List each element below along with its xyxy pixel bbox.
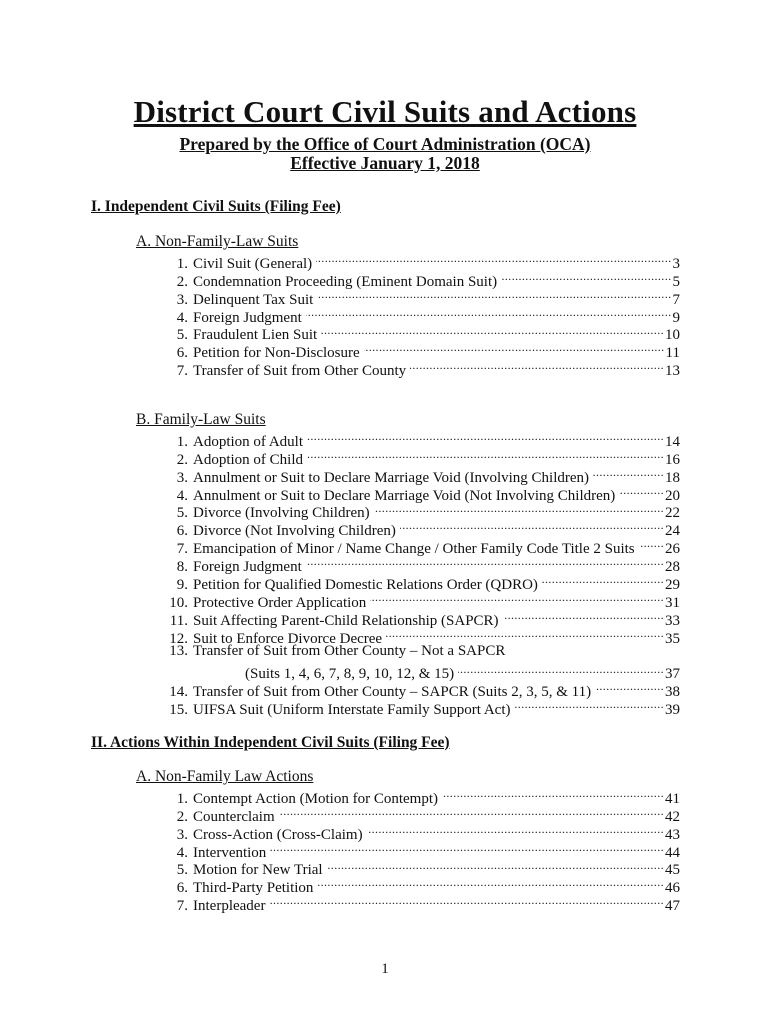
toc-list-non-family-law-actions [160,785,680,915]
toc-entry-page: 47 [665,898,680,915]
toc-dot-leader [306,553,664,571]
toc-entry-number: 1. [176,790,188,807]
toc-entry[interactable] [160,785,680,807]
toc-entry-page: 41 [665,790,680,807]
toc-dot-leader [316,250,671,268]
toc-entry-number: 9. [176,577,188,594]
toc-entry-label: Transfer of Suit from Other County [193,363,407,380]
toc-entry-page: 38 [665,684,680,701]
toc-dot-leader [307,428,664,446]
toc-entry-number: 5. [176,862,188,879]
toc-entry-page: 5 [672,273,680,290]
toc-entry-label: Condemnation Proceeding (Eminent Domain Suit) [193,273,498,290]
toc-entry-number: 3. [176,469,188,486]
toc-entry-number: 2. [176,808,188,825]
toc-entry-page: 33 [665,612,680,629]
toc-dot-leader [269,892,664,910]
toc-entry-label: Third-Party Petition [193,880,314,897]
toc-entry-label: Transfer of Suit from Other County – Not a SAPCR [193,642,506,659]
toc-entry-label: Adoption of Child [193,451,304,468]
toc-entry-number: 2. [176,273,188,290]
toc-entry-page: 37 [665,666,680,683]
toc-entry-page: 45 [665,862,680,879]
toc-dot-leader [458,661,664,679]
toc-entry-page: 16 [665,451,680,468]
toc-entry-number: 4. [176,309,188,326]
toc-entry-number: 7. [176,541,188,558]
toc-entry-page: 11 [665,345,680,362]
toc-list-non-family-law-suits [160,250,680,380]
toc-entry-label: Divorce (Involving Children) [193,505,370,522]
toc-entry[interactable] [160,428,680,450]
toc-dot-leader [374,500,664,518]
toc-entry-page: 18 [665,469,680,486]
toc-dot-leader [410,357,664,375]
toc-dot-leader [279,803,664,821]
toc-entry-label: Intervention [193,844,267,861]
toc-entry-label: Suit Affecting Parent-Child Relationship (SAPCR) [193,612,499,629]
toc-entry-label: UIFSA Suit (Uniform Interstate Family Support Act) [193,702,511,719]
group-heading-family-law-suits: B. Family-Law Suits [136,411,266,428]
toc-entry-label: Petition for Qualified Domestic Relations Order (QDRO) [193,577,538,594]
toc-dot-leader [386,625,664,643]
toc-entry-number: 2. [176,451,188,468]
toc-entry-number: 12. [169,630,188,647]
toc-dot-leader [321,322,664,340]
document-subtitle: Prepared by the Office of Court Administration (OCA) [179,134,591,154]
document-title: District Court Civil Suits and Actions [133,94,637,129]
toc-entry-number: 7. [176,898,188,915]
toc-entry[interactable] [160,250,680,272]
toc-entry-label: Civil Suit (General) [193,255,313,272]
effective-date: Effective January 1, 2018 [290,153,480,173]
toc-entry-page: 7 [672,291,680,308]
toc-entry-page: 42 [665,808,680,825]
toc-entry-label: Interpleader [193,898,266,915]
toc-entry-number: 3. [176,826,188,843]
toc-dot-leader [501,268,671,286]
toc-dot-leader [595,678,664,696]
toc-dot-leader [639,535,664,553]
toc-entry-number: 1. [176,433,188,450]
toc-entry[interactable] [160,643,680,661]
toc-dot-leader [317,874,664,892]
toc-entry-page: 10 [665,327,680,344]
toc-entry-number: 4. [176,844,188,861]
toc-entry-page: 9 [672,309,680,326]
toc-dot-leader [270,839,664,857]
toc-entry-label: Delinquent Tax Suit [193,291,314,308]
toc-dot-leader [619,482,664,500]
toc-list-family-law-suits [160,428,680,719]
toc-dot-leader [542,571,664,589]
page-number: 1 [381,961,389,977]
toc-entry-label: Motion for New Trial [193,862,323,879]
toc-entry-page: 26 [665,541,680,558]
toc-entry-number: 5. [176,327,188,344]
toc-entry-label: Emancipation of Minor / Name Change / Other Family Code Title 2 Suits [193,541,635,558]
toc-entry-number: 3. [176,291,188,308]
toc-entry-label: Annulment or Suit to Declare Marriage Void (Not Involving Children) [193,487,616,504]
toc-entry-label: Cross-Action (Cross-Claim) [193,826,363,843]
toc-entry-label: Foreign Judgment [193,559,302,576]
toc-dot-leader [370,589,664,607]
toc-entry[interactable] [160,661,680,683]
toc-entry-label: (Suits 1, 4, 6, 7, 8, 9, 10, 12, & 15) [245,666,455,683]
section-heading-1: I. Independent Civil Suits (Filing Fee) [91,198,341,215]
group-heading-non-family-law-actions: A. Non-Family Law Actions [136,768,314,785]
toc-entry-page: 13 [665,363,680,380]
toc-entry-page: 31 [665,594,680,611]
toc-entry-page: 35 [665,630,680,647]
toc-entry-label: Counterclaim [193,808,275,825]
toc-dot-leader [442,785,664,803]
toc-dot-leader [367,821,664,839]
toc-entry-label: Annulment or Suit to Declare Marriage Void (Involving Children) [193,469,590,486]
toc-entry-number: 1. [176,255,188,272]
toc-entry-page: 44 [665,844,680,861]
toc-dot-leader [364,339,665,357]
toc-entry-page: 24 [665,523,680,540]
toc-entry-page: 20 [665,487,680,504]
toc-dot-leader [327,857,664,875]
toc-entry-page: 22 [665,505,680,522]
toc-entry-label: Divorce (Not Involving Children) [193,523,396,540]
toc-entry-number: 6. [176,345,188,362]
toc-dot-leader [306,304,672,322]
toc-entry-label: Foreign Judgment [193,309,302,326]
toc-entry-page: 43 [665,826,680,843]
toc-entry-label: Transfer of Suit from Other County – SAPCR (Suits 2, 3, 5, & 11) [193,684,592,701]
toc-entry-number: 15. [169,702,188,719]
toc-dot-leader [593,464,664,482]
toc-entry-number: 11. [169,612,188,629]
toc-entry-label: Adoption of Adult [193,433,304,450]
section-heading-2: II. Actions Within Independent Civil Suits (Filing Fee) [91,734,450,751]
toc-dot-leader [307,446,664,464]
toc-entry-label: Petition for Non-Disclosure [193,345,360,362]
toc-entry-number: 6. [176,523,188,540]
toc-entry-page: 3 [672,255,680,272]
toc-dot-leader [514,696,664,714]
toc-entry-label: Contempt Action (Motion for Contempt) [193,790,438,807]
toc-entry-page: 28 [665,559,680,576]
toc-entry-number: 4. [176,487,188,504]
toc-dot-leader [400,517,664,535]
toc-entry-label: Suit to Enforce Divorce Decree [193,630,383,647]
toc-entry-label: Protective Order Application [193,594,367,611]
toc-dot-leader [317,286,671,304]
toc-entry-page: 46 [665,880,680,897]
toc-entry-page: 39 [665,702,680,719]
toc-entry-number: 5. [176,505,188,522]
toc-entry-number: 6. [176,880,188,897]
toc-entry-number: 13. [169,642,188,659]
toc-entry-page: 29 [665,577,680,594]
toc-entry-label: Fraudulent Lien Suit [193,327,318,344]
toc-entry-number: 10. [169,594,188,611]
toc-entry-number: 14. [169,684,188,701]
toc-entry-page: 14 [665,433,680,450]
toc-entry-number: 8. [176,559,188,576]
group-heading-non-family-law-suits: A. Non-Family-Law Suits [136,233,299,250]
toc-dot-leader [503,607,664,625]
toc-entry-number: 7. [176,363,188,380]
